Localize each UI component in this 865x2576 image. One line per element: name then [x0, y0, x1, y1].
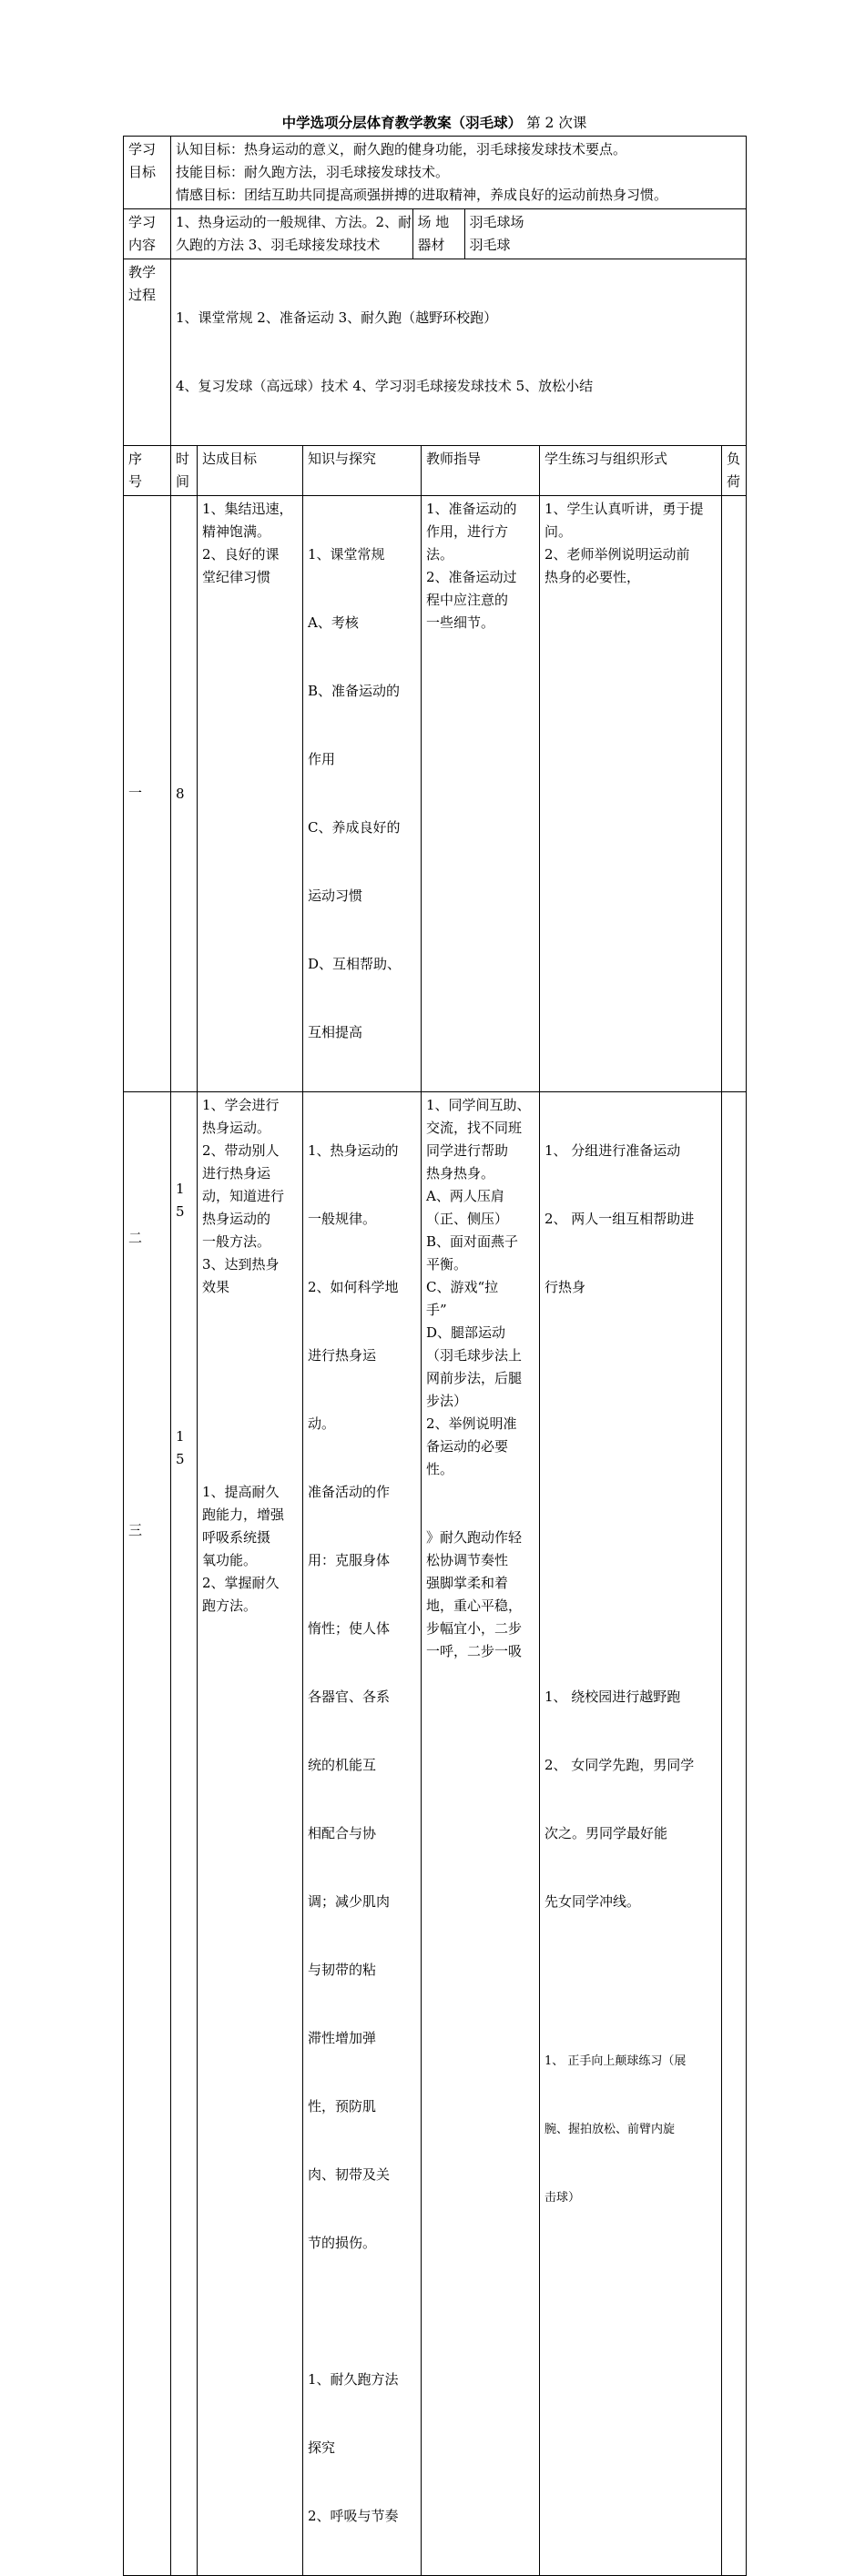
row-seq: 二 [128, 1230, 143, 1246]
header-time: 时 间 [171, 446, 198, 496]
row-knowledge: 1、课堂常规 A、考核 B、准备运动的 作用 C、养成良好的 运动习惯 D、互相帮助、 互相提高 [303, 496, 422, 1092]
goals-label: 学习 目标 [124, 137, 171, 209]
row-goal: 1、集结迅速， 精神饱满。 2、良好的课 堂纪律习惯 [198, 496, 303, 1092]
table-row [124, 1092, 747, 2576]
row-time: 1 [176, 1428, 185, 1445]
row-student: 1、学生认真听讲，勇于提 问。 2、老师举例说明运动前 热身的必要性， [540, 496, 722, 1092]
row-student: 1、 分组进行准备运动 2、 两人一组互相帮助进 行热身 1、 绕校园进行越野跑 2、 女同学先跑，男同学 次之。男同学最好能 先女同学冲线。 1、 正手向上颠球练习（展 腕、握拍放松、前臂内旋 击球） [540, 1092, 722, 2576]
process-row [124, 259, 747, 446]
title-lesson-number: 第 2 次课 [526, 115, 587, 131]
table-row [124, 496, 747, 1092]
row-teacher: 1、准备运动的 作用，进行方 法。 2、准备运动过 程中应注意的 一些细节。 [422, 496, 540, 1092]
page-title [124, 113, 745, 133]
venue-label: 场 地 器材 [412, 209, 464, 259]
header-knowledge: 知识与探究 [303, 446, 422, 496]
goals-text [171, 137, 747, 209]
row-seq-group [124, 1092, 171, 2576]
goals-row [124, 137, 747, 209]
row-time: 8 [171, 496, 198, 1092]
title-main: 中学选项分层体育教学教案（羽毛球） [281, 114, 523, 131]
content-subtable [171, 209, 746, 259]
row-goal: 1、学会进行 热身运动。 2、带动别人 进行热身运 动，知道进行 热身运动的 一般方法。 3、达到热身 效果 1、提高耐久 跑能力，增强 呼吸系统摄 氧功能。 2、掌握耐久 跑方法。 [198, 1092, 303, 2576]
row-load [722, 1092, 747, 2576]
process-label: 教学 过程 [124, 259, 171, 446]
row-teacher: 1、同学间互助、 交流，找不同班 同学进行帮助 热身热身。 A、两人压肩 （正、侧压） B、面对面燕子 平衡。 C、游戏“拉 手” D、腿部运动 （羽毛球步法上 网前步法，后腿 步法） 2、举例说明准 备运动的必要 性。 》耐久跑动作轻 松协调节奏性 强脚掌柔和着 地，重心平稳， 步幅宜小，二步 一呼，二步一吸 [422, 1092, 540, 2576]
row-time: 1 [176, 1181, 185, 1197]
content-row [124, 209, 747, 259]
content-label: 学习 内容 [124, 209, 171, 259]
row-time-group [171, 1092, 198, 2576]
row-knowledge: 1、热身运动的 一般规律。 2、如何科学地 进行热身运 动。 准备活动的作 用：克服身体 惰性；使人体 各器官、各系 统的机能互 相配合与协 调；减少肌肉 与韧带的粘 滞性增加弹 性，预防肌 肉、韧带及关 节的损伤。 1、耐久跑方法 探究 2、呼吸与节奏 [303, 1092, 422, 2576]
process-text: 1、课堂常规 2、准备运动 3、耐久跑（越野环校跑） 4、复习发球（高远球）技术 4、学习羽毛球接发球技术 5、放松小结 [171, 259, 747, 446]
content-text: 1、热身运动的一般规律、方法。2、耐 久跑的方法 3、羽毛球接发球技术 [176, 214, 412, 253]
goal-skill: 技能目标：耐久跑方法，羽毛球接发球技术。 [176, 164, 450, 180]
table-header-row [124, 446, 747, 496]
row-seq: 三 [128, 1521, 143, 1538]
lesson-plan-table [123, 136, 747, 2576]
row-time: 5 [176, 1451, 185, 1467]
row-load [722, 496, 747, 1092]
goal-cognitive: 认知目标：热身运动的意义，耐久跑的健身功能，羽毛球接发球技术要点。 [176, 141, 627, 157]
venue-values: 羽毛球场 羽毛球 [464, 209, 746, 259]
row-seq: 一 [124, 496, 171, 1092]
header-teacher: 教师指导 [422, 446, 540, 496]
row-time: 5 [176, 1203, 185, 1220]
header-goal: 达成目标 [198, 446, 303, 496]
header-seq: 序 号 [124, 446, 171, 496]
goal-affective: 情感目标：团结互助共同提高顽强拼搏的进取精神，养成良好的运动前热身习惯。 [176, 187, 668, 203]
header-student: 学生练习与组织形式 [540, 446, 722, 496]
header-load: 负 荷 [722, 446, 747, 496]
